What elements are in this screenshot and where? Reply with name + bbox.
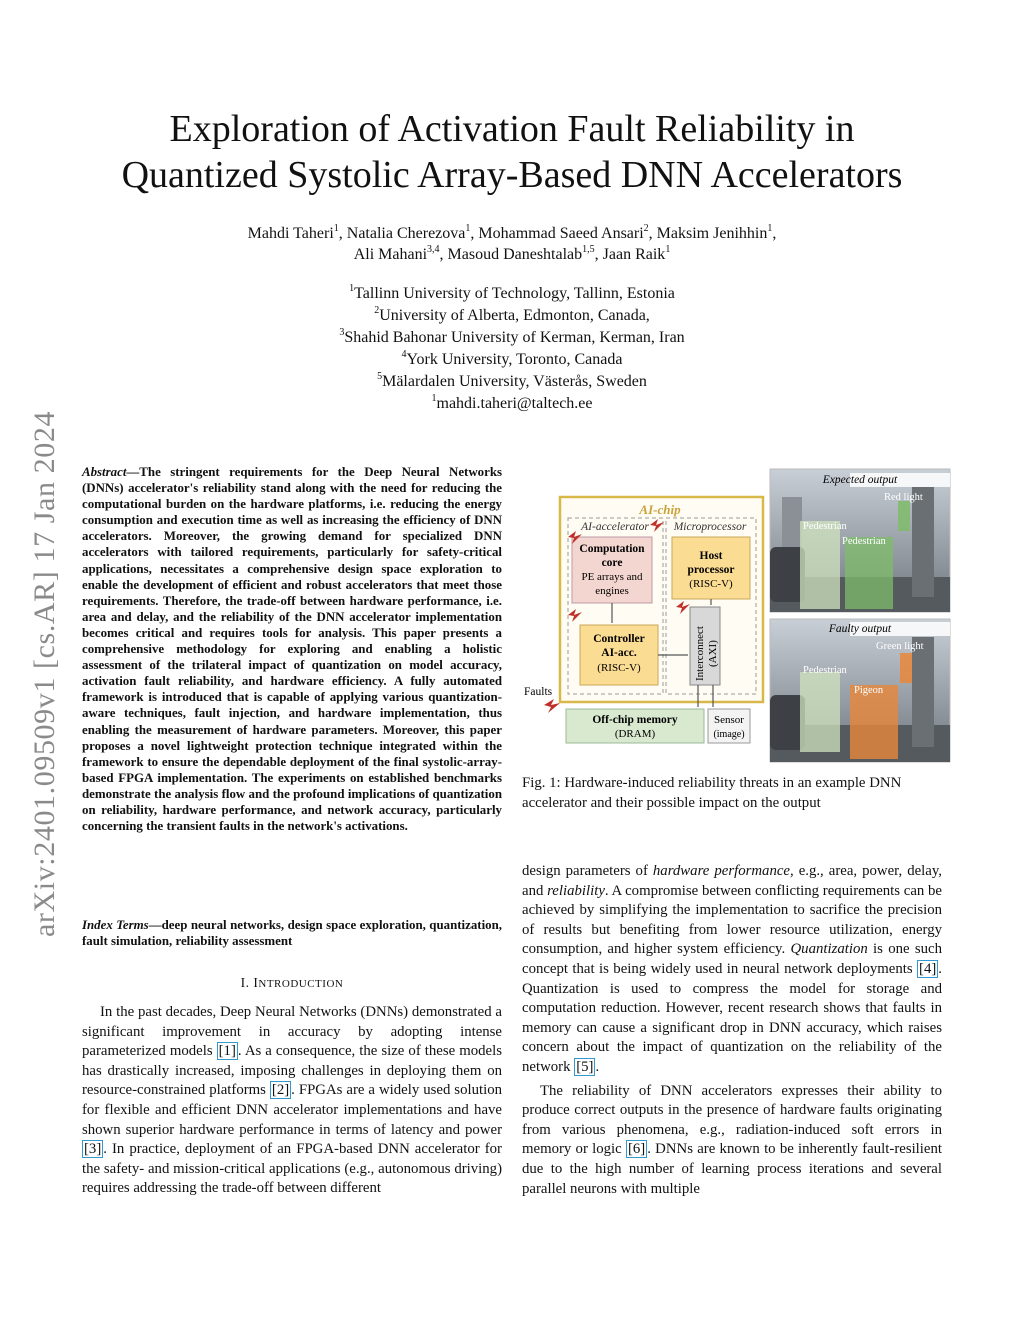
- offchip-memory-label: Off-chip memory: [592, 714, 678, 726]
- faulty-output-image: [770, 619, 950, 762]
- affiliation: $^4$York University, Toronto, Canada: [401, 348, 623, 368]
- paper-title: [60, 106, 964, 198]
- faulty-label: Pedestrian: [803, 665, 847, 676]
- title-line-2: Quantized Systolic Array-Based DNN Accelerators: [121, 154, 903, 196]
- author: Ali Mahani$^{3,4}$: [353, 243, 440, 263]
- arxiv-id: arXiv:2401.09509v1 [cs.AR] 17 Jan 2024: [28, 410, 61, 937]
- affiliation-list: [200, 283, 824, 415]
- expected-output-image: [770, 469, 950, 612]
- faults-label: Faults: [524, 686, 553, 698]
- interconnect-label: Interconnect: [694, 626, 706, 681]
- abstract: [82, 464, 502, 834]
- affiliation: $^2$University of Alberta, Edmonton, Canada,: [374, 304, 650, 324]
- author: Maksim Jenihhin$^1$: [656, 222, 773, 242]
- affiliation: $^1$Tallinn University of Technology, Tallinn, Estonia: [349, 282, 675, 302]
- arxiv-side-stamp: [14, 372, 74, 942]
- index-terms-text: —deep neural networks, design space exploration, quantization, fault simulation, reliability assessment: [82, 918, 502, 949]
- expected-output-title: Expected output: [822, 474, 898, 486]
- abstract-text: —The stringent requirements for the Deep Neural Networks (DNNs) accelerator's reliability stand along with the need for reducing the computational burden on the hardware platforms, i.e. reducing the energy consumption and execution time as well as increasing the efficiency of DNN accelerators. Moreover, the growing demand for specialized DNN accelerators with tailored requirements, particularly for safety-critical applications, necessitates a comprehensive design space exploration to enable the development of efficient and robust accelerators that meet those requirements. Therefore, the trade-off between hardware performance, i.e. area and delay, and the reliability of the DNN accelerator implementation becomes critical and requires tools for analysis. This paper presents a comprehensive methodology for exploring and enabling a holistic assessment of the trilateral impact of quantization on model accuracy, activation fault reliability, and hardware efficiency. A fully automated framework is introduced that is capable of applying various quantization-aware techniques, fault injection, and hardware implementation, thus enabling the measurement of hardware parameters. Moreover, this paper proposes a novel lightweight protection technique integrated within the framework to ensure the dependable deployment of the final systolic-array-based FPGA implementation. The experiments on established benchmarks demonstrate the analysis flow and the profound implications of quantization on reliability, hardware performance, and network accuracy, particularly concerning the transient faults in the network's activations.: [82, 465, 502, 834]
- author: Natalia Cherezova$^1$: [346, 222, 471, 242]
- section-heading-introduction: I. INTRODUCTION: [240, 975, 344, 990]
- right-column-text: design parameters of hardware performance, e.g., area, power, delay, and reliability. A compromise between conflicting requirements can be achieved by simplifying the implementation to sacrifice the precision of results but benefiting from lower resource utilization, energy consumption, and higher system efficiency. Quantization is one such concept that is being widely used in neural network deployments [4] . Quantization is used to compress the model for storage and computation reduction. However, recent research shows that faults in memory can cause a significant drop in DNN accuracy, which raises concern about the impact of quantization on the reliability of the network [5] . The reliability of DNN accelerators expresses their ability to produce correct outputs in the presence of hardware faults originating from various phenomena, e.g., radiation-induced soft errors in memory or logic [6] . DNNs are known to be inherently fault-resilient due to the high number of learning process iterations and several parallel neurons with multiple: [522, 863, 942, 1197]
- expected-label: Red light: [884, 492, 923, 503]
- ai-accelerator-label: AI-accelerator: [581, 521, 649, 533]
- expected-label: Pedestrian: [842, 536, 886, 547]
- computation-core-sub: PE arrays and: [581, 571, 643, 583]
- controller-sub: (RISC-V): [597, 662, 641, 674]
- computation-core-sub: engines: [595, 585, 629, 597]
- expected-label: Pedestrian: [803, 521, 847, 532]
- citation-link[interactable]: [2]: [271, 1082, 290, 1099]
- interconnect-label: (AXI): [707, 640, 719, 667]
- ai-chip-label: AI-chip: [639, 502, 681, 517]
- author: Masoud Daneshtalab$^{1,5}$: [447, 243, 595, 263]
- controller-label: AI-acc.: [601, 647, 637, 659]
- author-list: Mahdi Taheri$^1$, Natalia Cherezova$^1$, Mohammad Saeed Ansari$^2$, Maksim Jenihhin$^1$, Ali Mahani$^{3,4}$, Masoud Daneshtalab$^{1,5}$, Jaan Raik$^1$: [247, 222, 777, 263]
- index-terms: [82, 917, 502, 949]
- microprocessor-label: Microprocessor: [673, 521, 747, 533]
- sensor-label: Sensor: [714, 714, 744, 726]
- author: Jaan Raik$^1$: [602, 243, 671, 263]
- figure-1-caption: Fig. 1: Hardware-induced reliability threats in an example DNN accelerator and their possible impact on the output: [522, 775, 902, 811]
- citation-link[interactable]: [1]: [218, 1043, 236, 1060]
- host-processor-sub: (RISC-V): [689, 578, 733, 590]
- host-processor-label: processor: [687, 564, 735, 576]
- host-processor-label: Host: [699, 550, 723, 562]
- faulty-label: Pigeon: [854, 685, 884, 696]
- faulty-output-title: Faulty output: [828, 623, 892, 635]
- citation-link[interactable]: [3]: [84, 1141, 102, 1158]
- citation-link[interactable]: [5]: [576, 1058, 594, 1075]
- figure-1: [520, 467, 952, 763]
- introduction-text: In the past decades, Deep Neural Networks (DNNs) demonstrated a significant improvement in accuracy by adopting intense parameterized models [1] . As a consequence, the size of these models has drastically increased, imposing challenges in deploying them on resource-constrained platforms [2] . FPGAs are a widely used solution for flexible and efficient DNN accelerator implementations and have shown superior hardware performance in terms of latency and power [3] . In practice, deployment of an FPGA-based DNN accelerator for the safety- and mission-critical applications (e.g., autonomous driving) requires addressing the trade-off between different: [82, 1004, 502, 1197]
- author: Mahdi Taheri$^1$: [247, 222, 339, 242]
- computation-core-label: core: [601, 557, 623, 569]
- abstract-lead: Abstract: [82, 465, 127, 479]
- controller-label: Controller: [593, 633, 645, 645]
- citation-link[interactable]: [6]: [627, 1141, 646, 1158]
- affiliation: $^3$Shahid Bahonar University of Kerman, Kerman, Iran: [339, 326, 685, 346]
- citation-link[interactable]: [4]: [919, 960, 937, 977]
- title-line-1: Exploration of Activation Fault Reliability in: [169, 108, 855, 150]
- offchip-memory-sub: (DRAM): [614, 728, 656, 740]
- faulty-label: Green light: [876, 641, 924, 652]
- sensor-sub: (image): [713, 729, 745, 740]
- computation-core-label: Computation: [579, 543, 645, 555]
- email[interactable]: $^1$mahdi.taheri@taltech.ee: [431, 392, 593, 412]
- author: Mohammad Saeed Ansari$^2$: [478, 222, 649, 242]
- affiliation: $^5$Mälardalen University, Västerås, Sweden: [377, 370, 647, 390]
- index-terms-lead: Index Terms: [82, 918, 149, 932]
